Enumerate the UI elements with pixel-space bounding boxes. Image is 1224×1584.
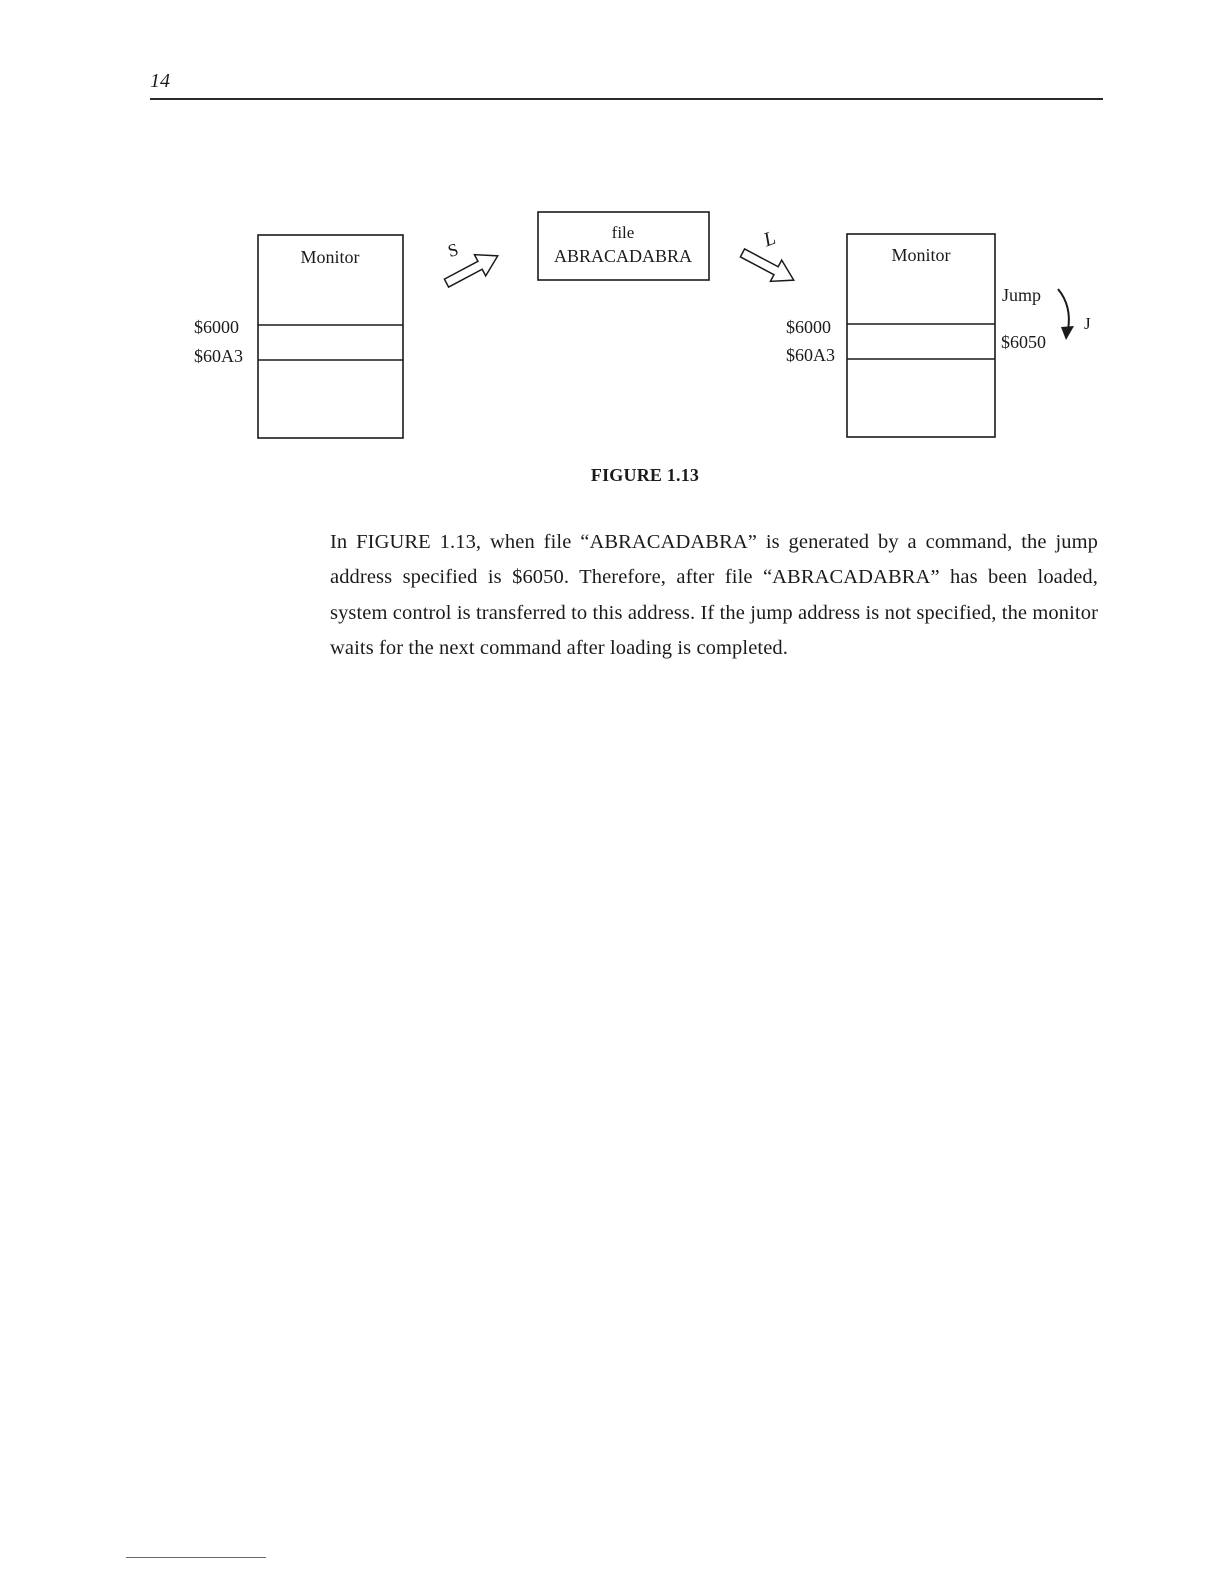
figure-caption: FIGURE 1.13: [590, 465, 700, 485]
right-memory-end-address: $60A3: [786, 345, 835, 365]
right-memory-monitor-label: Monitor: [891, 245, 951, 265]
load-arrow: [737, 227, 799, 291]
footer-rule: [126, 1557, 266, 1558]
save-arrow-label: S: [445, 239, 461, 261]
body-paragraph: In FIGURE 1.13, when file “ABRACADABRA” is generated by a command, the jump address specified is $6050. Therefore, after file “ABRACADABRA” has been loaded, system control is transferred to this address. If the jump address is not specified, the monitor waits for the next command after loading is completed.: [330, 531, 1098, 659]
right-memory-map: [786, 234, 1091, 437]
page-number: 14: [150, 70, 170, 92]
jump-label: Jump: [1002, 285, 1042, 305]
file-box: [538, 212, 709, 280]
right-memory-start-address: $6000: [786, 317, 831, 337]
left-memory-end-address: $60A3: [194, 346, 243, 366]
left-memory-start-address: $6000: [194, 317, 239, 337]
jump-address: $6050: [1001, 332, 1046, 352]
file-box-line2: ABRACADABRA: [553, 246, 693, 266]
left-memory-monitor-label: Monitor: [300, 247, 360, 267]
save-arrow: [441, 239, 503, 294]
figure-diagram: [0, 0, 1224, 460]
jump-arrow-icon: [1058, 289, 1074, 340]
file-box-line1: file: [611, 223, 635, 242]
left-memory-map: [194, 235, 403, 438]
load-arrow-label: L: [760, 226, 779, 252]
jump-command-label: J: [1084, 314, 1091, 333]
